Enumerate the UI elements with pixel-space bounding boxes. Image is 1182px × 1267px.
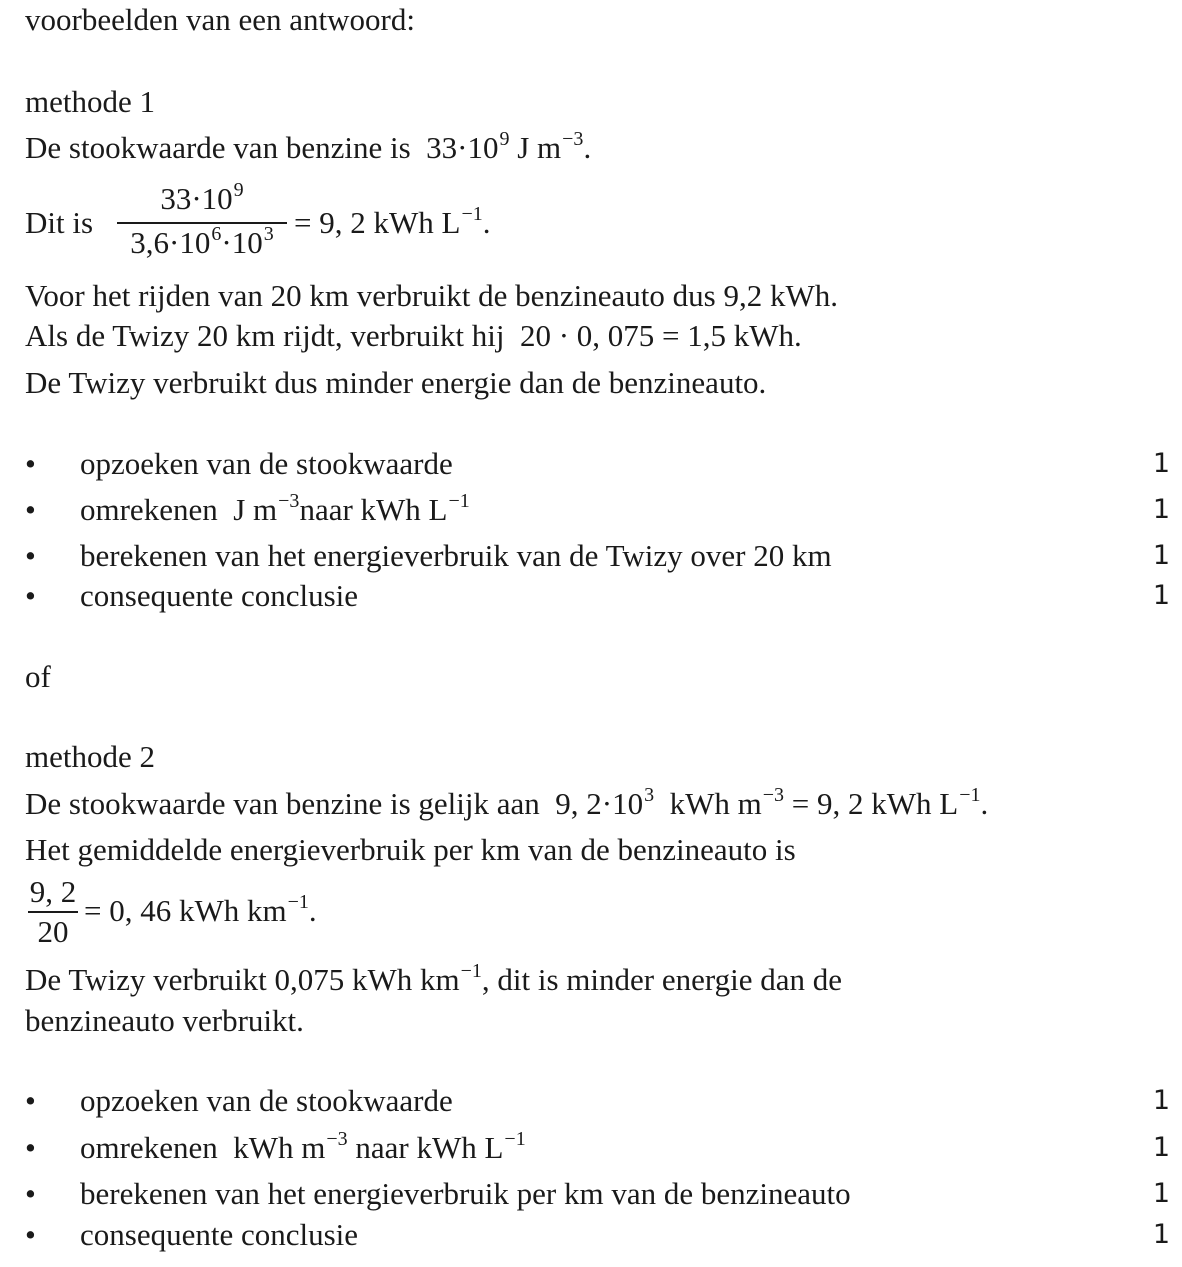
method2-fraction xyxy=(28,875,78,949)
intro-text: voorbeelden van een antwoord: xyxy=(25,2,415,37)
method1-line4-math: 20 · 0, 075 = 1,5 kWh. xyxy=(519,318,802,353)
criterion-score: 1 xyxy=(1152,1132,1170,1163)
fraction-bar xyxy=(28,911,78,913)
criterion-score: 1 xyxy=(1152,1085,1170,1116)
bullet-icon: • xyxy=(25,538,36,573)
criterion-score: 1 xyxy=(1152,1178,1170,1209)
fraction-denominator: 20 xyxy=(37,914,69,949)
bullet-icon: • xyxy=(25,1130,36,1165)
fraction-numerator: 9, 2 xyxy=(29,874,77,909)
criterion-text: berekenen van het energieverbruik per km van de benzineauto xyxy=(80,1176,851,1211)
criterion-score: 1 xyxy=(1152,540,1170,571)
method2-fraction-result: = 0, 46 kWh $km^{-1}$. xyxy=(84,891,317,928)
method2-line3: De Twizy verbruikt 0,075 kWh $km^{-1}$, dit is minder energie dan de xyxy=(25,960,843,997)
method1-line2-result: = 9, 2 kWh $L^{-1}$. xyxy=(294,203,491,240)
bullet-icon: • xyxy=(25,1083,36,1118)
bullet-icon: • xyxy=(25,578,36,613)
criterion-score: 1 xyxy=(1152,494,1170,525)
criterion-text: consequente conclusie xyxy=(80,578,359,613)
method2-line1-text: De stookwaarde van benzine is gelijk aan xyxy=(25,786,540,821)
method1-line4 xyxy=(25,318,802,354)
method1-line1 xyxy=(25,130,591,170)
method1-line1-math: $33\cdot 10^9$ J $m^{-3}$. xyxy=(426,128,592,165)
bullet-icon: • xyxy=(25,1176,36,1211)
method2-heading: methode 2 xyxy=(25,739,155,774)
or-separator: of xyxy=(25,659,51,694)
method1-heading: methode 1 xyxy=(25,84,155,119)
criterion-text: omrekenen J $m^{-3}naar$ kWh $L^{-1}$ xyxy=(80,490,470,527)
criterion-text: opzoeken van de stookwaarde xyxy=(80,446,453,481)
method2-line1-math: 9, $2\cdot 10^3$ kWh $m^{-3} = 9$, 2 kWh $L^{-1}$. xyxy=(555,784,989,821)
criterion-text: consequente conclusie xyxy=(80,1217,359,1252)
bullet-icon: • xyxy=(25,446,36,481)
method2-line2: Het gemiddelde energieverbruik per km van de benzineauto is xyxy=(25,832,796,867)
method1-line2-label: Dit is xyxy=(25,205,94,240)
method2-line4: benzineauto verbruikt. xyxy=(25,1003,304,1038)
criterion-score: 1 xyxy=(1152,1219,1170,1250)
method1-fraction xyxy=(117,179,287,264)
method2-line1 xyxy=(25,786,988,826)
criterion-text: omrekenen kWh $m^{-3}$ naar kWh $L^{-1}$ xyxy=(80,1128,526,1165)
fraction-bar xyxy=(117,222,287,224)
criterion-text: berekenen van het energieverbruik van de Twizy over 20 km xyxy=(80,538,832,573)
method1-line1-text: De stookwaarde van benzine is xyxy=(25,130,411,165)
criterion-text: opzoeken van de stookwaarde xyxy=(80,1083,453,1118)
fraction-denominator: $3,6\cdot 10^6\cdot 10^3$ xyxy=(130,223,274,260)
method1-line4-text: Als de Twizy 20 km rijdt, verbruikt hij xyxy=(25,318,505,353)
criterion-score: 1 xyxy=(1152,448,1170,479)
method1-line5: De Twizy verbruikt dus minder energie dan de benzineauto. xyxy=(25,365,767,400)
bullet-icon: • xyxy=(25,492,36,527)
criterion-score: 1 xyxy=(1152,580,1170,611)
method1-line3: Voor het rijden van 20 km verbruikt de benzineauto dus 9,2 kWh. xyxy=(25,278,838,313)
fraction-numerator: $33\cdot 10^9$ xyxy=(160,179,244,216)
bullet-icon: • xyxy=(25,1217,36,1252)
